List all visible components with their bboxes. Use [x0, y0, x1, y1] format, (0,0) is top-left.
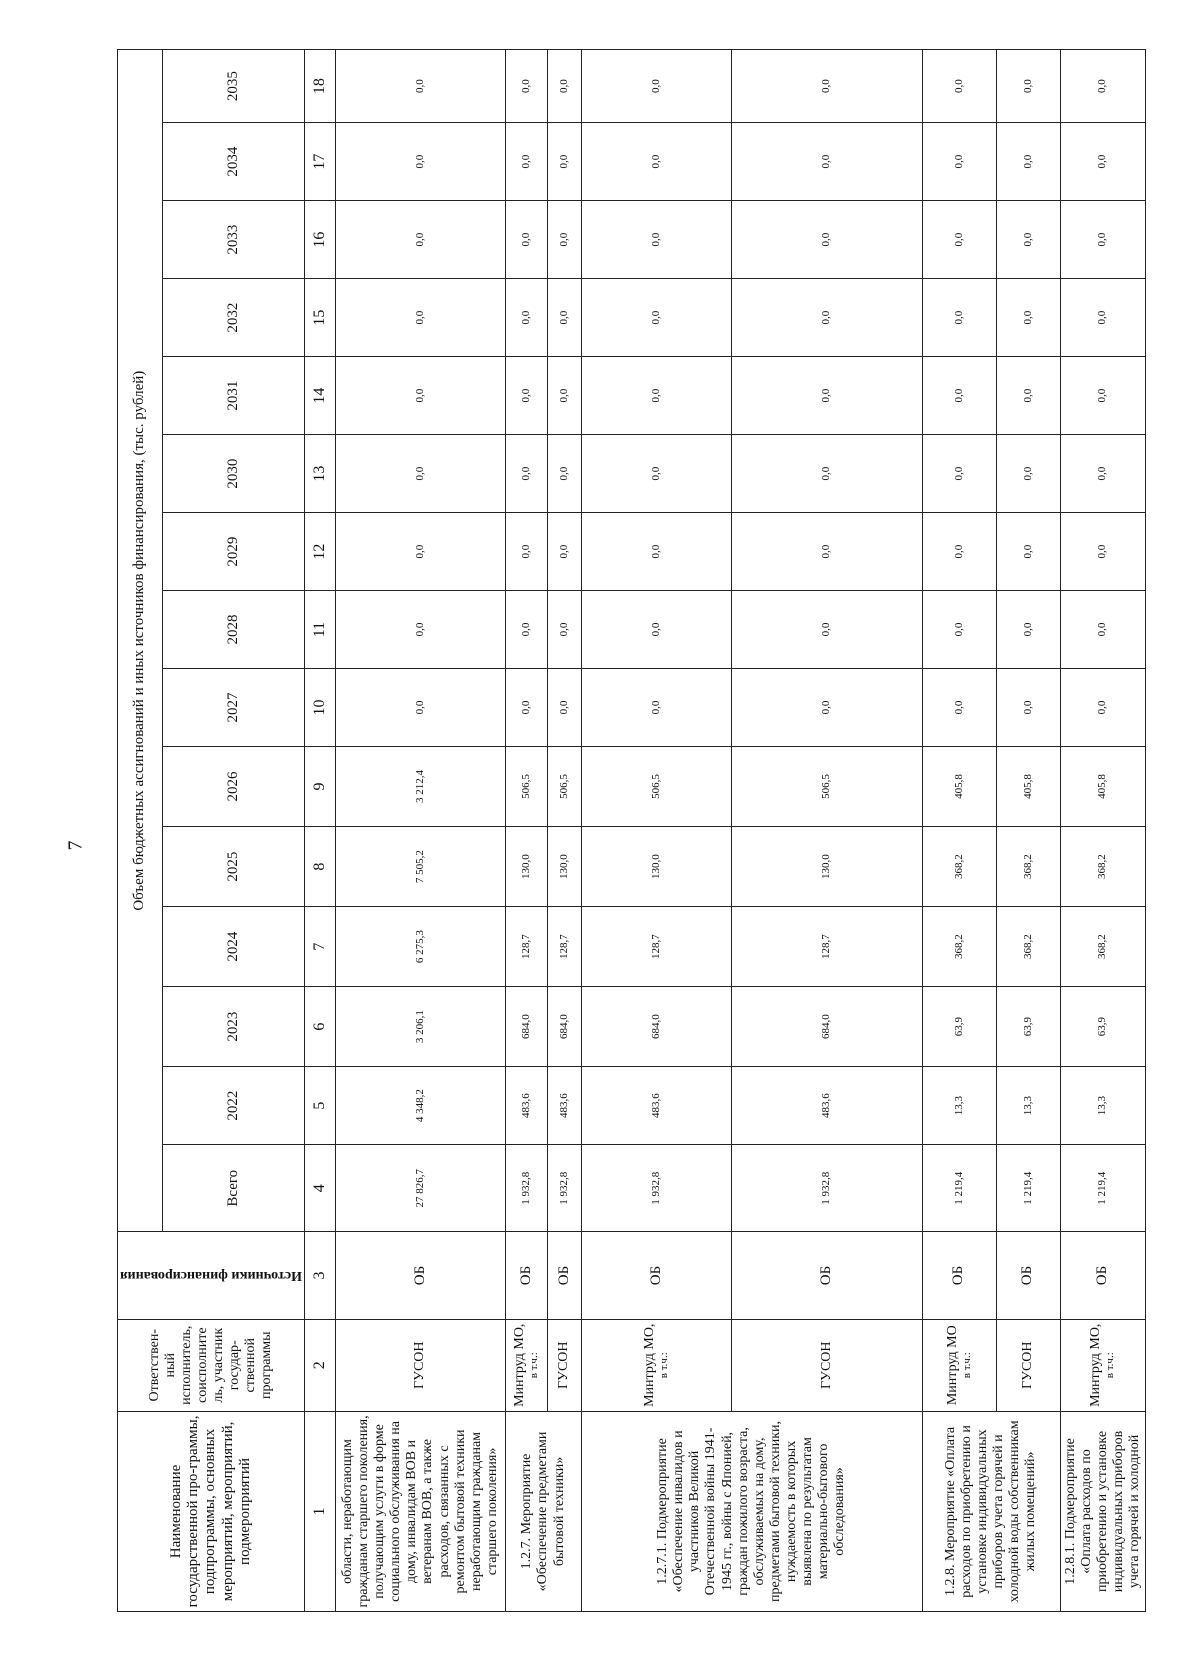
value-cell-2029: 0,0	[505, 513, 547, 591]
row-responsible	[581, 1319, 731, 1411]
value-cell-2035: 0,0	[1060, 50, 1145, 123]
row-responsible	[547, 1319, 581, 1411]
value-cell-2026: 405,8	[1060, 747, 1145, 827]
value-cell-2025: 130,0	[505, 827, 547, 907]
value-cell-2024: 128,7	[581, 907, 731, 987]
table-row	[1060, 50, 1145, 1612]
value-cell-2035: 0,0	[547, 50, 581, 123]
header-name: Наименование государственной про-граммы, подпрограммы, основных мероприятий, мероприятий, подмероприятий	[118, 1411, 305, 1611]
responsible-sub-label: в т.ч.:	[658, 1352, 671, 1379]
header-year-4: 2025	[162, 827, 304, 907]
header-year-3: 2024	[162, 907, 304, 987]
value-cell-2028: 0,0	[505, 591, 547, 669]
value-cell-2035: 0,0	[505, 50, 547, 123]
value-cell-2028: 0,0	[922, 591, 996, 669]
column-number-14: 14	[304, 357, 335, 435]
value-cell-2028: 0,0	[581, 591, 731, 669]
value-cell-2030: 0,0	[922, 435, 996, 513]
table-row	[547, 50, 581, 1612]
value-cell-2032: 0,0	[996, 279, 1060, 357]
value-cell-2034: 0,0	[505, 123, 547, 201]
value-cell-2030: 0,0	[505, 435, 547, 513]
row-source: ОБ	[1060, 1232, 1145, 1319]
header-year-14: 2035	[162, 50, 304, 123]
value-cell-2031: 0,0	[922, 357, 996, 435]
header-year-1: 2022	[162, 1067, 304, 1145]
column-number-3: 3	[304, 1232, 335, 1319]
value-cell-2032: 0,0	[335, 279, 505, 357]
value-cell-Всего: 1 219,4	[922, 1145, 996, 1232]
row-source: ОБ	[996, 1232, 1060, 1319]
row-name: 1.2.8. Мероприятие «Оплата расходов по приобретению и установке индивидуальных приборов учета горячей и холодной воды собственникам жилых помещений»	[922, 1411, 1060, 1611]
value-cell-2026: 3 212,4	[335, 747, 505, 827]
value-cell-2031: 0,0	[731, 357, 922, 435]
row-name: 1.2.8.1. Подмероприятие «Оплата расходов по приобретению и установке индивидуальных приборов учета горячей и холодной	[1060, 1411, 1145, 1611]
value-cell-2034: 0,0	[996, 123, 1060, 201]
header-year-2: 2023	[162, 987, 304, 1067]
responsible-label: Минтруд МО,	[512, 1323, 528, 1407]
value-cell-2025: 130,0	[731, 827, 922, 907]
row-name: 1.2.7.1. Подмероприятие «Обеспечение инвалидов и участников Великой Отечественной войны 1941-1945 гг., войны с Японией, граждан пожилого возраста, обслуживаемых на дому, предметами бытовой техники, нуждаемость в которых выявлена по результатам материально-бытового обследования»	[581, 1411, 922, 1611]
value-cell-2025: 368,2	[922, 827, 996, 907]
value-cell-Всего: 1 932,8	[547, 1145, 581, 1232]
header-responsible: Ответствен-ный исполнитель, соисполните ль, участник государ-ственной программы	[118, 1319, 305, 1411]
row-source: ОБ	[922, 1232, 996, 1319]
row-responsible	[731, 1319, 922, 1411]
table-row	[505, 50, 547, 1612]
table-row	[731, 50, 922, 1612]
value-cell-2024: 368,2	[922, 907, 996, 987]
value-cell-2030: 0,0	[547, 435, 581, 513]
value-cell-2035: 0,0	[731, 50, 922, 123]
value-cell-2023: 684,0	[505, 987, 547, 1067]
column-number-2: 2	[304, 1319, 335, 1411]
column-number-17: 17	[304, 123, 335, 201]
column-number-7: 7	[304, 907, 335, 987]
responsible-label: Минтруд МО,	[642, 1323, 658, 1407]
value-cell-2029: 0,0	[996, 513, 1060, 591]
row-source: ОБ	[731, 1232, 922, 1319]
value-cell-2023: 3 206,1	[335, 987, 505, 1067]
column-number-5: 5	[304, 1067, 335, 1145]
value-cell-2024: 128,7	[731, 907, 922, 987]
value-cell-2025: 368,2	[1060, 827, 1145, 907]
header-year-12: 2033	[162, 201, 304, 279]
header-year-13: 2034	[162, 123, 304, 201]
header-source: Источники финансирования	[118, 1232, 305, 1319]
row-responsible	[335, 1319, 505, 1411]
value-cell-2028: 0,0	[731, 591, 922, 669]
header-year-7: 2028	[162, 591, 304, 669]
value-cell-2031: 0,0	[996, 357, 1060, 435]
value-cell-2032: 0,0	[731, 279, 922, 357]
value-cell-Всего: 1 219,4	[1060, 1145, 1145, 1232]
value-cell-2029: 0,0	[547, 513, 581, 591]
row-source: ОБ	[505, 1232, 547, 1319]
value-cell-2029: 0,0	[335, 513, 505, 591]
value-cell-2023: 684,0	[547, 987, 581, 1067]
header-year-8: 2029	[162, 513, 304, 591]
column-number-15: 15	[304, 279, 335, 357]
responsible-label: Минтруд МО	[944, 1325, 960, 1406]
value-cell-2026: 405,8	[922, 747, 996, 827]
value-cell-2027: 0,0	[505, 669, 547, 747]
value-cell-2031: 0,0	[505, 357, 547, 435]
value-cell-2027: 0,0	[581, 669, 731, 747]
responsible-label: ГУСОН	[1019, 1341, 1035, 1390]
value-cell-2032: 0,0	[505, 279, 547, 357]
value-cell-2034: 0,0	[547, 123, 581, 201]
value-cell-2035: 0,0	[922, 50, 996, 123]
value-cell-2028: 0,0	[547, 591, 581, 669]
value-cell-2033: 0,0	[581, 201, 731, 279]
value-cell-2032: 0,0	[1060, 279, 1145, 357]
header-year-5: 2026	[162, 747, 304, 827]
column-number-8: 8	[304, 827, 335, 907]
value-cell-2025: 130,0	[581, 827, 731, 907]
value-cell-2022: 483,6	[505, 1067, 547, 1145]
value-cell-2029: 0,0	[1060, 513, 1145, 591]
value-cell-2027: 0,0	[731, 669, 922, 747]
row-source: ОБ	[547, 1232, 581, 1319]
column-number-18: 18	[304, 50, 335, 123]
value-cell-2033: 0,0	[1060, 201, 1145, 279]
value-cell-2029: 0,0	[731, 513, 922, 591]
value-cell-2023: 684,0	[731, 987, 922, 1067]
value-cell-2029: 0,0	[581, 513, 731, 591]
value-cell-2026: 506,5	[547, 747, 581, 827]
responsible-label: ГУСОН	[412, 1341, 428, 1390]
value-cell-2022: 483,6	[581, 1067, 731, 1145]
header-year-0: Всего	[162, 1145, 304, 1232]
value-cell-Всего: 1 932,8	[505, 1145, 547, 1232]
value-cell-2030: 0,0	[581, 435, 731, 513]
value-cell-2033: 0,0	[922, 201, 996, 279]
value-cell-Всего: 27 826,7	[335, 1145, 505, 1232]
responsible-sub-label: в т.ч.:	[528, 1352, 541, 1379]
table-body	[335, 50, 1145, 1612]
rotated-sheet	[117, 49, 1142, 1612]
value-cell-2024: 368,2	[996, 907, 1060, 987]
row-source: ОБ	[581, 1232, 731, 1319]
value-cell-2028: 0,0	[996, 591, 1060, 669]
table-row	[581, 50, 731, 1612]
value-cell-2026: 506,5	[505, 747, 547, 827]
value-cell-2027: 0,0	[1060, 669, 1145, 747]
column-number-1: 1	[304, 1411, 335, 1611]
value-cell-2031: 0,0	[547, 357, 581, 435]
value-cell-2034: 0,0	[581, 123, 731, 201]
value-cell-2026: 405,8	[996, 747, 1060, 827]
value-cell-2030: 0,0	[996, 435, 1060, 513]
value-cell-2023: 63,9	[1060, 987, 1145, 1067]
table-row	[996, 50, 1060, 1612]
value-cell-2023: 63,9	[922, 987, 996, 1067]
page-number: 7	[64, 840, 87, 851]
value-cell-2024: 368,2	[1060, 907, 1145, 987]
value-cell-2026: 506,5	[731, 747, 922, 827]
column-number-4: 4	[304, 1145, 335, 1232]
value-cell-2024: 128,7	[547, 907, 581, 987]
value-cell-2027: 0,0	[996, 669, 1060, 747]
column-number-13: 13	[304, 435, 335, 513]
value-cell-2030: 0,0	[1060, 435, 1145, 513]
header-budget-group: Объем бюджетных ассигнований и иных источников финансирования, (тыс. рублей)	[118, 50, 163, 1232]
header-year-9: 2030	[162, 435, 304, 513]
column-number-16: 16	[304, 201, 335, 279]
row-name: области, неработающим гражданам старшего поколения, получающим услуги в форме социального обслуживания на дому, инвалидам ВОВ и ветеранам ВОВ, а также расходов, связанных с ремонтом бытовой техники неработающим гражданам старшего поколения»	[335, 1411, 505, 1611]
column-number-9: 9	[304, 747, 335, 827]
table-row	[335, 50, 505, 1612]
value-cell-2034: 0,0	[335, 123, 505, 201]
value-cell-2022: 13,3	[922, 1067, 996, 1145]
value-cell-2025: 368,2	[996, 827, 1060, 907]
value-cell-2030: 0,0	[335, 435, 505, 513]
value-cell-2022: 4 348,2	[335, 1067, 505, 1145]
value-cell-2022: 483,6	[731, 1067, 922, 1145]
value-cell-2028: 0,0	[335, 591, 505, 669]
budget-table	[117, 49, 1146, 1612]
value-cell-2025: 130,0	[547, 827, 581, 907]
header-year-10: 2031	[162, 357, 304, 435]
row-responsible	[505, 1319, 547, 1411]
table-row	[922, 50, 996, 1612]
value-cell-2033: 0,0	[996, 201, 1060, 279]
value-cell-2033: 0,0	[731, 201, 922, 279]
value-cell-2031: 0,0	[335, 357, 505, 435]
column-number-12: 12	[304, 513, 335, 591]
value-cell-2023: 684,0	[581, 987, 731, 1067]
value-cell-2022: 13,3	[996, 1067, 1060, 1145]
value-cell-2029: 0,0	[922, 513, 996, 591]
row-responsible	[996, 1319, 1060, 1411]
column-number-10: 10	[304, 669, 335, 747]
value-cell-2022: 13,3	[1060, 1067, 1145, 1145]
value-cell-2034: 0,0	[731, 123, 922, 201]
value-cell-2031: 0,0	[581, 357, 731, 435]
responsible-label: Минтруд МО,	[1088, 1323, 1104, 1407]
row-source: ОБ	[335, 1232, 505, 1319]
value-cell-2027: 0,0	[335, 669, 505, 747]
value-cell-2032: 0,0	[547, 279, 581, 357]
row-name: 1.2.7. Мероприятие «Обеспечение предметами бытовой техники»	[505, 1411, 581, 1611]
responsible-sub-label: в т.ч.:	[1104, 1352, 1117, 1379]
value-cell-2035: 0,0	[996, 50, 1060, 123]
value-cell-2024: 6 275,3	[335, 907, 505, 987]
value-cell-2024: 128,7	[505, 907, 547, 987]
value-cell-2030: 0,0	[731, 435, 922, 513]
value-cell-2033: 0,0	[335, 201, 505, 279]
value-cell-Всего: 1 932,8	[731, 1145, 922, 1232]
header-year-11: 2032	[162, 279, 304, 357]
value-cell-2025: 7 505,2	[335, 827, 505, 907]
column-number-11: 11	[304, 591, 335, 669]
value-cell-2028: 0,0	[1060, 591, 1145, 669]
row-responsible	[922, 1319, 996, 1411]
value-cell-Всего: 1 219,4	[996, 1145, 1060, 1232]
value-cell-2035: 0,0	[581, 50, 731, 123]
value-cell-2022: 483,6	[547, 1067, 581, 1145]
column-number-6: 6	[304, 987, 335, 1067]
header-numbers-row	[304, 50, 335, 1612]
value-cell-2035: 0,0	[335, 50, 505, 123]
value-cell-2033: 0,0	[547, 201, 581, 279]
value-cell-2027: 0,0	[547, 669, 581, 747]
value-cell-2031: 0,0	[1060, 357, 1145, 435]
value-cell-2032: 0,0	[922, 279, 996, 357]
value-cell-2034: 0,0	[1060, 123, 1145, 201]
responsible-label: ГУСОН	[556, 1341, 572, 1390]
header-year-6: 2027	[162, 669, 304, 747]
value-cell-2033: 0,0	[505, 201, 547, 279]
value-cell-Всего: 1 932,8	[581, 1145, 731, 1232]
value-cell-2023: 63,9	[996, 987, 1060, 1067]
value-cell-2027: 0,0	[922, 669, 996, 747]
responsible-sub-label: в т.ч.:	[960, 1352, 973, 1379]
responsible-label: ГУСОН	[818, 1341, 834, 1390]
value-cell-2026: 506,5	[581, 747, 731, 827]
value-cell-2034: 0,0	[922, 123, 996, 201]
value-cell-2032: 0,0	[581, 279, 731, 357]
row-responsible	[1060, 1319, 1145, 1411]
